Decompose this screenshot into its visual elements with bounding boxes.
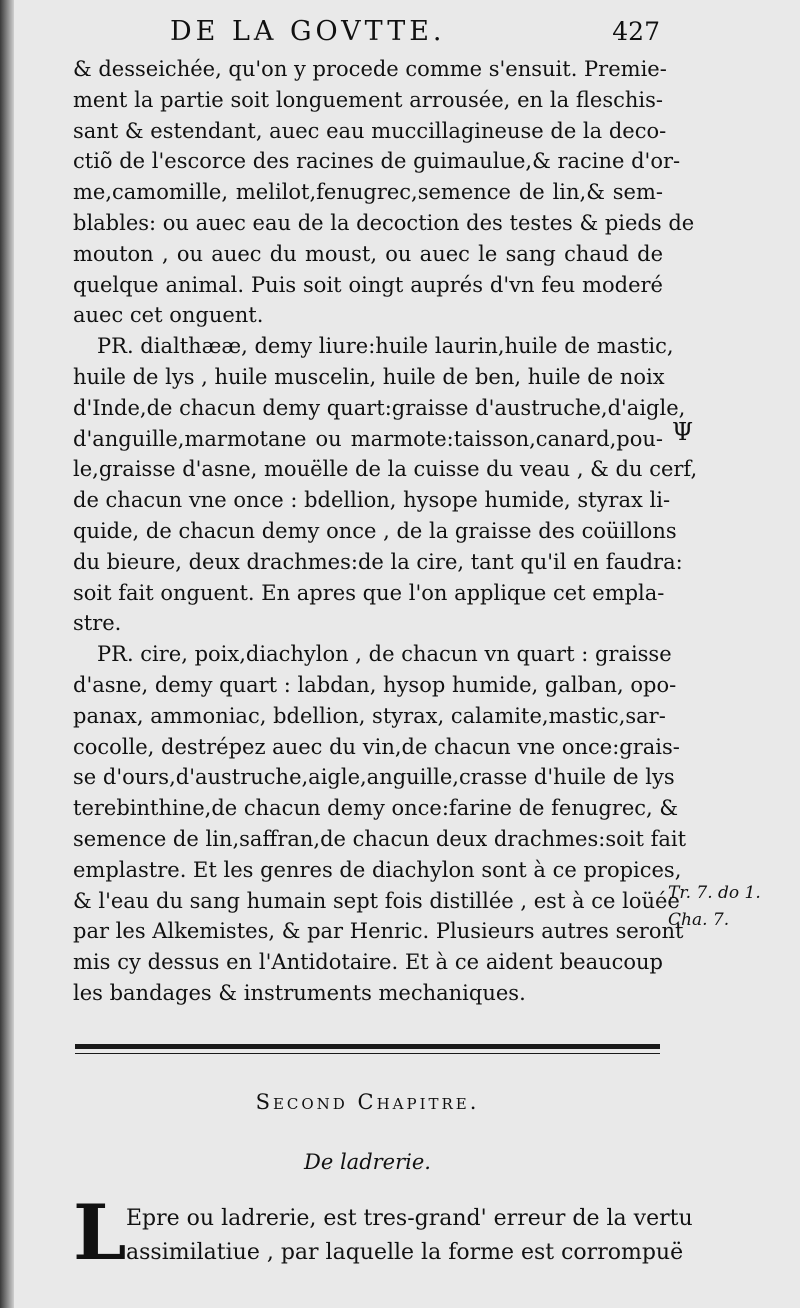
margin-note-line-2: Cha. 7.: [668, 910, 730, 930]
text-line: huile de lys , huile muscelin, huile de ben, huile de noix: [73, 364, 665, 389]
section-rule-thick: [75, 1044, 660, 1049]
chapter-subtitle: De ladrerie.: [304, 1150, 431, 1174]
text-line: quelque animal. Puis soit oingt auprés d'vn feu moderé: [73, 272, 663, 297]
text-line: panax, ammoniac, bdellion, styrax, calamite,mastic,sar-: [73, 703, 666, 728]
text-line: stre.: [73, 611, 122, 636]
text-line: par les Alkemistes, & par Henric. Plusieurs autres seront: [73, 919, 684, 944]
text-line: PR. dialthææ, demy liure:huile laurin,huile de mastic,: [97, 334, 674, 359]
text-line: terebinthine,de chacun demy once:farine de fenugrec, &: [73, 796, 679, 821]
text-line: le,graisse d'asne, mouëlle de la cuisse du veau , & du cerf,: [73, 457, 698, 482]
text-line: auec cet onguent.: [73, 303, 264, 328]
page-header: [60, 14, 660, 50]
text-line: du bieure, deux drachmes:de la cire, tant qu'il en faudra:: [73, 549, 683, 574]
text-line: quide, de chacun demy once , de la graisse des coüillons: [73, 518, 677, 543]
text-line: soit fait onguent. En apres que l'on applique cet empla-: [73, 580, 665, 605]
margin-psi-symbol: Ψ: [672, 418, 694, 446]
text-line: semence de lin,saffran,de chacun deux drachmes:soit fait: [73, 826, 687, 851]
page-number: 427: [612, 17, 660, 46]
text-line: & l'eau du sang humain sept fois distillée , est à ce loüée: [73, 888, 680, 913]
text-line: sant & estendant, auec eau muccillagineuse de la deco-: [73, 118, 667, 143]
text-line: blables: ou auec eau de la decoction des testes & pieds de: [73, 210, 695, 235]
text-line: les bandages & instruments mechaniques.: [73, 980, 526, 1005]
text-line: mis cy dessus en l'Antidotaire. Et à ce aident beaucoup: [73, 950, 663, 975]
body-text: [73, 54, 698, 1009]
text-line: d'Inde,de chacun demy quart:graisse d'austruche,d'aigle,: [73, 395, 686, 420]
text-line: me,camomille, melilot,fenugrec,semence de lin,& sem-: [73, 180, 663, 205]
text-line: mouton , ou auec du moust, ou auec le sang chaud de: [73, 241, 663, 266]
chapter-text-line: Epre ou ladrerie, est tres-grand' erreur de la vertu: [126, 1206, 693, 1231]
page-gutter-shadow: [0, 0, 14, 1308]
text-line: d'anguille,marmotane ou marmote:taisson,canard,pou-: [73, 426, 663, 451]
chapter-text: [126, 1202, 693, 1270]
text-line: & desseichée, qu'on y procede comme s'ensuit. Premie-: [73, 57, 667, 81]
text-line: se d'ours,d'austruche,aigle,anguille,crasse d'huile de lys: [73, 765, 675, 790]
chapter-title: Second Chapitre.: [255, 1090, 480, 1114]
running-head: DE LA GOVTTE.: [170, 16, 446, 47]
text-line: de chacun vne once : bdellion, hysope humide, styrax li-: [73, 488, 671, 513]
drop-cap-letter: L: [73, 1188, 127, 1277]
text-line: emplastre. Et les genres de diachylon sont à ce propices,: [73, 857, 682, 882]
text-line: ment la partie soit longuement arrousée, en la fleschis-: [73, 87, 663, 112]
text-line: ctiõ de l'escorce des racines de guimaulue,& racine d'or-: [73, 149, 681, 174]
chapter-text-line: assimilatiue , par laquelle la forme est corrompuë: [126, 1240, 684, 1265]
text-line: cocolle, destrépez auec du vin,de chacun vne once:grais-: [73, 734, 680, 759]
margin-note-line-1: Tr. 7. do 1.: [668, 883, 761, 903]
text-line: d'asne, demy quart : labdan, hysop humide, galban, opo-: [73, 672, 677, 697]
text-line: PR. cire, poix,diachylon , de chacun vn quart : graisse: [97, 642, 672, 667]
section-rule-thin: [75, 1053, 660, 1054]
